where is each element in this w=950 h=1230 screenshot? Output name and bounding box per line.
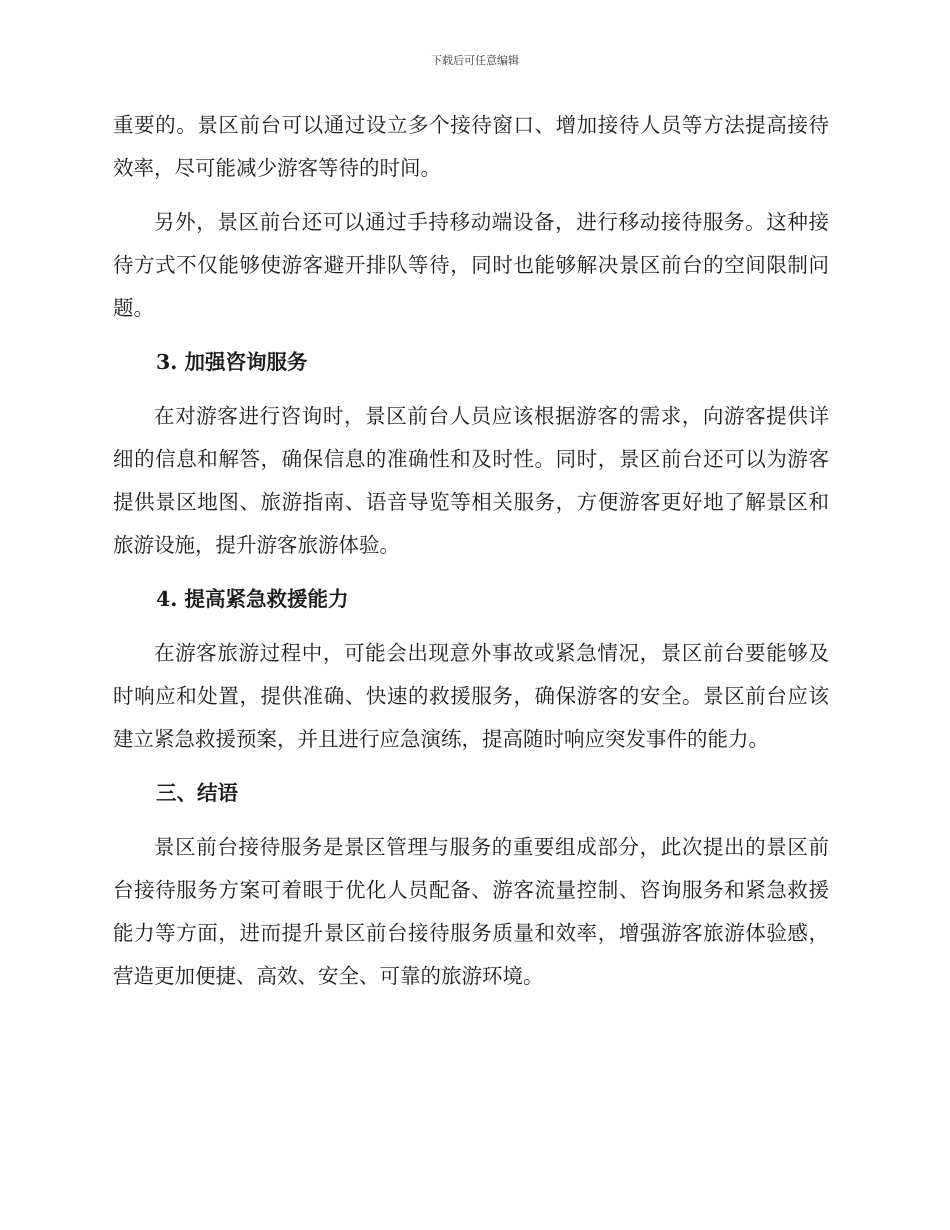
paragraph-emergency: 在游客旅游过程中，可能会出现意外事故或紧急情况，景区前台要能够及时响应和处置，提供准确、快速的救援服务，确保游客的安全。景区前台应该建立紧急救援预案，并且进行应急演练，提高随时响应突发事件的能力。 — [113, 641, 829, 751]
section-heading-emergency: 4. 提高紧急救援能力 — [156, 587, 349, 611]
section-heading-conclusion: 三、结语 — [156, 781, 238, 805]
page-header: 下载后可任意编辑 — [431, 54, 519, 67]
section-heading-consulting: 3. 加强咨询服务 — [156, 350, 308, 374]
paragraph-consulting: 在对游客进行咨询时，景区前台人员应该根据游客的需求，向游客提供详细的信息和解答，确保信息的准确性和及时性。同时，景区前台还可以为游客提供景区地图、旅游指南、语音导览等相关服务，方便游客更好地了解景区和旅游设施，提升游客旅游体验。 — [113, 404, 829, 557]
paragraph-mobile-service: 另外，景区前台还可以通过手持移动端设备，进行移动接待服务。这种接待方式不仅能够使游客避开排队等待，同时也能够解决景区前台的空间限制问题。 — [113, 210, 829, 320]
paragraph-conclusion: 景区前台接待服务是景区管理与服务的重要组成部分，此次提出的景区前台接待服务方案可着眼于优化人员配备、游客流量控制、咨询服务和紧急救援能力等方面，进而提升景区前台接待服务质量和效率，增强游客旅游体验感，营造更加便捷、高效、安全、可靠的旅游环境。 — [113, 835, 829, 988]
document-body — [113, 104, 829, 998]
paragraph-continued: 重要的。景区前台可以通过设立多个接待窗口、增加接待人员等方法提高接待效率，尽可能减少游客等待的时间。 — [113, 113, 829, 180]
